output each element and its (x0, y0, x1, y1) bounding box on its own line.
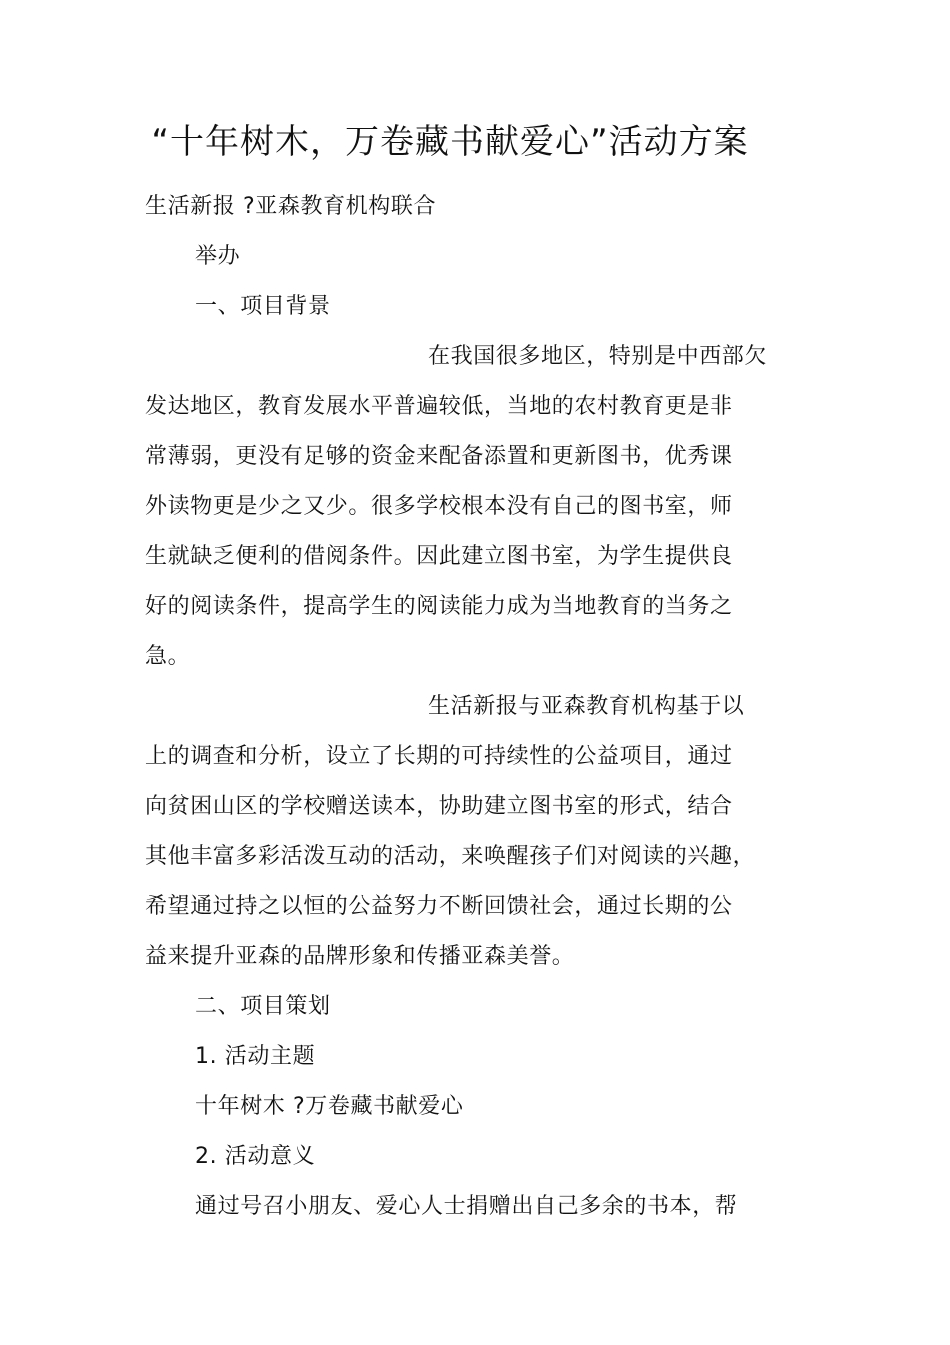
paragraph-line: 外读物更是少之又少。很多学校根本没有自己的图书室，师 (145, 494, 733, 519)
paragraph-line: 在我国很多地区，特别是中西部欠 (428, 344, 768, 369)
paragraph-line: 益来提升亚森的品牌形象和传播亚森美誉。 (145, 944, 575, 969)
organizer-line: 生活新报 ?亚森教育机构联合 (145, 194, 437, 219)
paragraph-line: 上的调查和分析，设立了长期的可持续性的公益项目，通过 (145, 744, 733, 769)
document-title: “十年树木，万卷藏书献爱心”活动方案 (151, 122, 749, 162)
paragraph-line: 常薄弱，更没有足够的资金来配备添置和更新图书，优秀课 (145, 444, 733, 469)
paragraph-line: 其他丰富多彩活泼互动的活动，来唤醒孩子们对阅读的兴趣， (145, 844, 756, 869)
theme-text: 十年树木 ?万卷藏书献爱心 (195, 1094, 464, 1119)
organizer-line-continued: 举办 (195, 244, 241, 269)
paragraph-line: 好的阅读条件，提高学生的阅读能力成为当地教育的当务之 (145, 594, 733, 619)
paragraph-line: 通过号召小朋友、爱心人士捐赠出自己多余的书本，帮 (195, 1194, 738, 1219)
paragraph-line: 希望通过持之以恒的公益努力不断回馈社会，通过长期的公 (145, 894, 733, 919)
paragraph-line: 生就缺乏便利的借阅条件。因此建立图书室，为学生提供良 (145, 544, 733, 569)
paragraph-line: 发达地区，教育发展水平普遍较低，当地的农村教育更是非 (145, 394, 733, 419)
subheading-significance: 2. 活动意义 (195, 1144, 316, 1169)
paragraph-line: 向贫困山区的学校赠送读本，协助建立图书室的形式，结合 (145, 794, 733, 819)
paragraph-line: 急。 (145, 644, 191, 669)
paragraph-line: 生活新报与亚森教育机构基于以 (428, 694, 745, 719)
subheading-theme: 1. 活动主题 (195, 1044, 316, 1069)
section-heading-planning: 二、项目策划 (195, 994, 331, 1019)
section-heading-background: 一、项目背景 (195, 294, 331, 319)
